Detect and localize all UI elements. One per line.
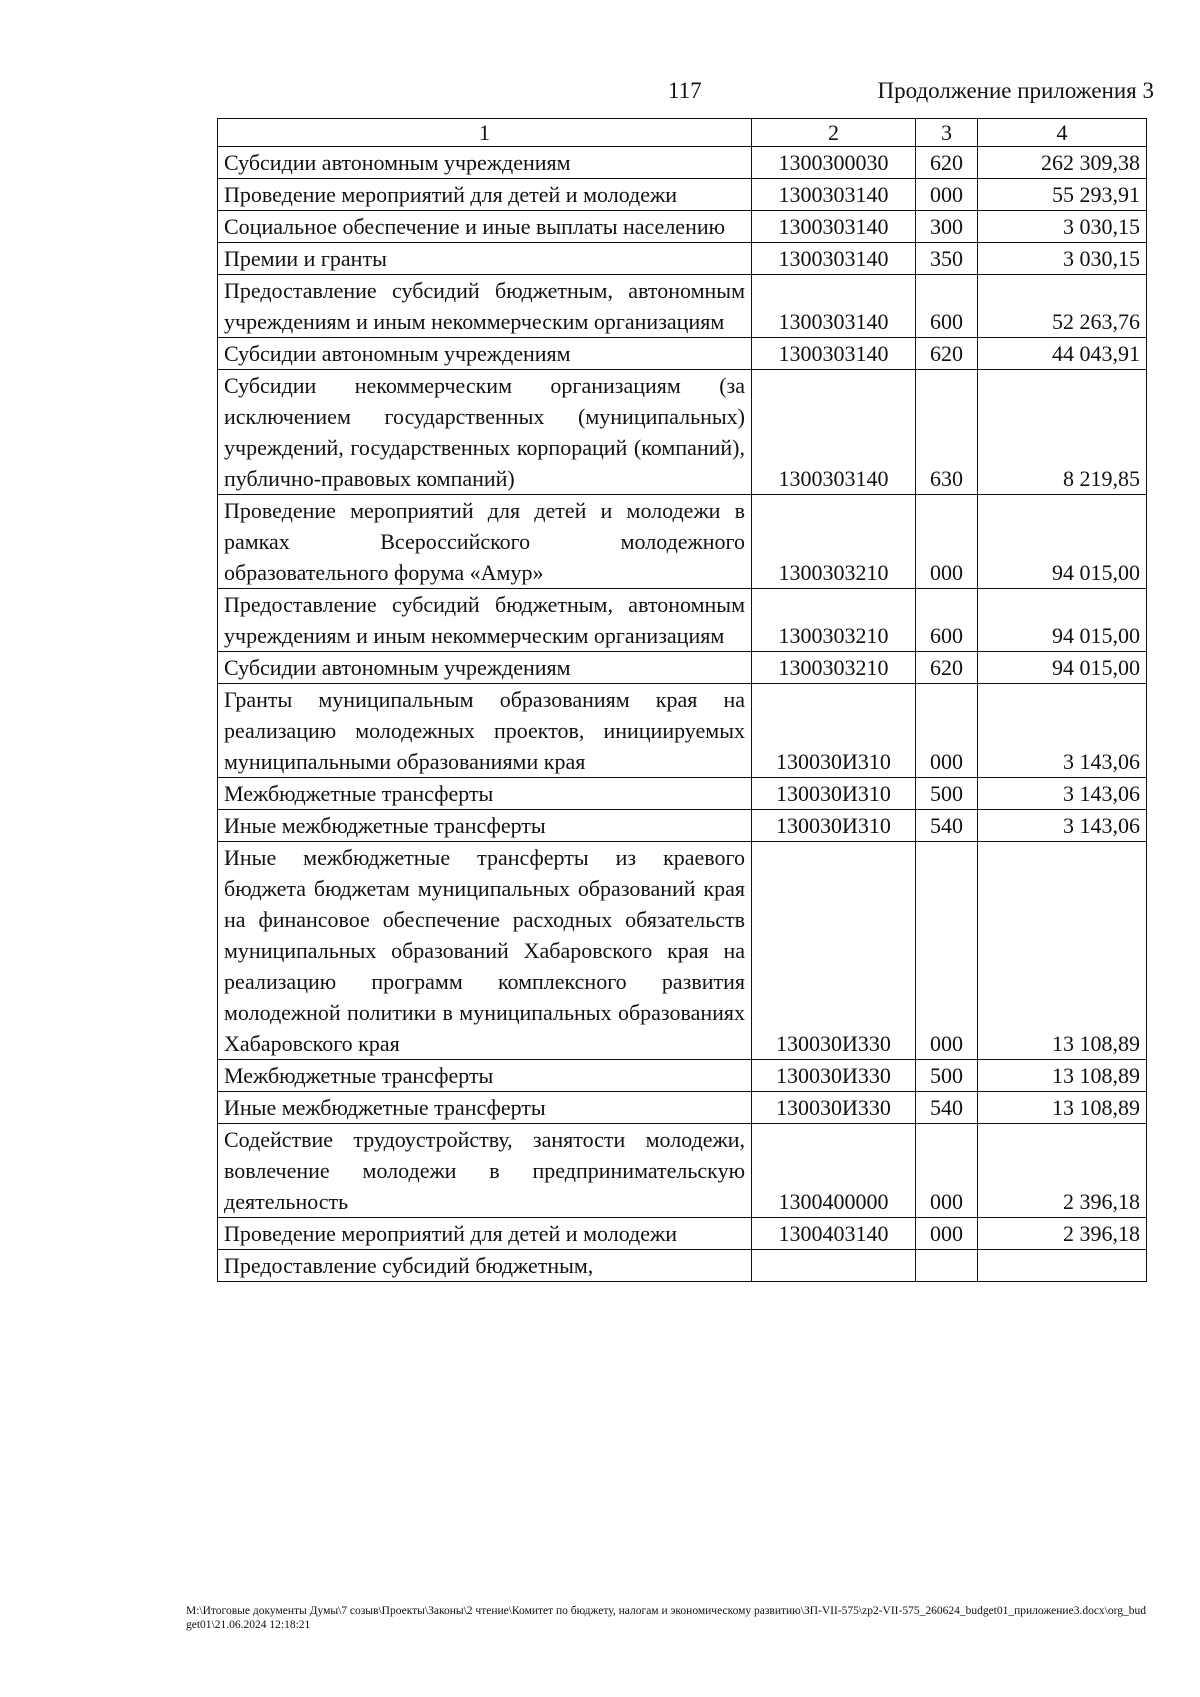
row-kind-cell: 620	[916, 652, 978, 684]
row-name-cell: Иные межбюджетные трансферты	[218, 1092, 752, 1124]
row-code-cell: 1300303210	[752, 495, 916, 589]
row-code-cell: 130030И330	[752, 842, 916, 1060]
row-kind-cell: 000	[916, 495, 978, 589]
row-kind-cell: 540	[916, 810, 978, 842]
table-row	[218, 684, 1147, 778]
row-amount-cell: 52 263,76	[978, 275, 1147, 338]
row-amount-cell: 3 143,06	[978, 684, 1147, 778]
row-code-cell: 1300303140	[752, 338, 916, 370]
file-path-footer: M:\Итоговые документы Думы\7 созыв\Проекты\Законы\2 чтение\Комитет по бюджету, налогам и экономическому развитию\ЗП-VII-575\zp2-VII-575_260624_budget01_приложение3.docx\org_budget01\21.06.2024 12:18:21	[186, 1605, 1146, 1631]
budget-table	[217, 118, 1147, 1282]
row-kind-cell: 000	[916, 684, 978, 778]
row-amount-cell	[978, 1250, 1147, 1282]
table-row	[218, 1250, 1147, 1282]
row-name-cell: Гранты муниципальным образованиям края на реализацию молодежных проектов, инициируемых муниципальными образованиями края	[218, 684, 752, 778]
row-name-cell: Субсидии автономным учреждениям	[218, 338, 752, 370]
row-amount-cell: 55 293,91	[978, 179, 1147, 211]
row-kind-cell: 000	[916, 1218, 978, 1250]
row-code-cell: 130030И310	[752, 778, 916, 810]
column-header-2: 2	[752, 119, 916, 147]
row-name-cell: Субсидии автономным учреждениям	[218, 652, 752, 684]
row-kind-cell: 500	[916, 1060, 978, 1092]
row-code-cell: 1300303140	[752, 211, 916, 243]
row-amount-cell: 94 015,00	[978, 495, 1147, 589]
row-code-cell: 130030И310	[752, 810, 916, 842]
table-row	[218, 589, 1147, 652]
row-code-cell: 1300303140	[752, 243, 916, 275]
row-name-cell: Межбюджетные трансферты	[218, 778, 752, 810]
column-header-1: 1	[218, 119, 752, 147]
row-kind-cell: 600	[916, 589, 978, 652]
row-code-cell: 1300303140	[752, 370, 916, 495]
row-code-cell: 1300303210	[752, 589, 916, 652]
row-kind-cell: 540	[916, 1092, 978, 1124]
column-header-3: 3	[916, 119, 978, 147]
row-amount-cell: 94 015,00	[978, 652, 1147, 684]
row-name-cell: Межбюджетные трансферты	[218, 1060, 752, 1092]
row-kind-cell: 000	[916, 1124, 978, 1218]
row-name-cell: Проведение мероприятий для детей и молодежи в рамках Всероссийского молодежного образовательного форума «Амур»	[218, 495, 752, 589]
table-header-row	[218, 119, 1147, 147]
table-row	[218, 1060, 1147, 1092]
row-amount-cell: 2 396,18	[978, 1124, 1147, 1218]
row-amount-cell: 13 108,89	[978, 842, 1147, 1060]
row-code-cell: 130030И330	[752, 1092, 916, 1124]
row-kind-cell: 500	[916, 778, 978, 810]
row-name-cell: Предоставление субсидий бюджетным,	[218, 1250, 752, 1282]
row-name-cell: Социальное обеспечение и иные выплаты населению	[218, 211, 752, 243]
table-row	[218, 842, 1147, 1060]
table-row	[218, 179, 1147, 211]
row-name-cell: Проведение мероприятий для детей и молодежи	[218, 179, 752, 211]
row-amount-cell: 3 030,15	[978, 211, 1147, 243]
row-amount-cell: 13 108,89	[978, 1092, 1147, 1124]
row-amount-cell: 13 108,89	[978, 1060, 1147, 1092]
table-row	[218, 1092, 1147, 1124]
table-body	[218, 147, 1147, 1282]
row-amount-cell: 262 309,38	[978, 147, 1147, 179]
row-amount-cell: 3 030,15	[978, 243, 1147, 275]
row-amount-cell: 94 015,00	[978, 589, 1147, 652]
table-row	[218, 243, 1147, 275]
row-name-cell: Субсидии автономным учреждениям	[218, 147, 752, 179]
continuation-heading: Продолжение приложения 3	[877, 78, 1154, 103]
table-row	[218, 810, 1147, 842]
row-code-cell	[752, 1250, 916, 1282]
table-row	[218, 495, 1147, 589]
row-name-cell: Предоставление субсидий бюджетным, автономным учреждениям и иным некоммерческим организациям	[218, 275, 752, 338]
table-row	[218, 338, 1147, 370]
row-name-cell: Проведение мероприятий для детей и молодежи	[218, 1218, 752, 1250]
row-kind-cell: 630	[916, 370, 978, 495]
row-amount-cell: 2 396,18	[978, 1218, 1147, 1250]
table-row	[218, 778, 1147, 810]
table-row	[218, 1218, 1147, 1250]
table-row	[218, 652, 1147, 684]
row-code-cell: 1300400000	[752, 1124, 916, 1218]
row-kind-cell: 620	[916, 147, 978, 179]
row-kind-cell: 600	[916, 275, 978, 338]
row-kind-cell: 620	[916, 338, 978, 370]
row-amount-cell: 44 043,91	[978, 338, 1147, 370]
row-amount-cell: 3 143,06	[978, 810, 1147, 842]
row-name-cell: Иные межбюджетные трансферты	[218, 810, 752, 842]
row-name-cell: Содействие трудоустройству, занятости молодежи, вовлечение молодежи в предпринимательскую деятельность	[218, 1124, 752, 1218]
row-amount-cell: 3 143,06	[978, 778, 1147, 810]
row-name-cell: Премии и гранты	[218, 243, 752, 275]
row-kind-cell: 350	[916, 243, 978, 275]
row-code-cell: 1300303140	[752, 179, 916, 211]
row-kind-cell: 000	[916, 179, 978, 211]
row-amount-cell: 8 219,85	[978, 370, 1147, 495]
row-code-cell: 1300303140	[752, 275, 916, 338]
row-code-cell: 1300403140	[752, 1218, 916, 1250]
row-code-cell: 130030И310	[752, 684, 916, 778]
table-row	[218, 211, 1147, 243]
column-header-4: 4	[978, 119, 1147, 147]
table-row	[218, 1124, 1147, 1218]
row-kind-cell: 000	[916, 842, 978, 1060]
table-row	[218, 370, 1147, 495]
row-code-cell: 130030И330	[752, 1060, 916, 1092]
row-kind-cell	[916, 1250, 978, 1282]
table-row	[218, 275, 1147, 338]
row-name-cell: Субсидии некоммерческим организациям (за исключением государственных (муниципальных) учреждений, государственных корпораций (компаний), публично-правовых компаний)	[218, 370, 752, 495]
row-name-cell: Иные межбюджетные трансферты из краевого бюджета бюджетам муниципальных образований края на финансовое обеспечение расходных обязательств муниципальных образований Хабаровского края на реализацию программ комплексного развития молодежной политики в муниципальных образованиях Хабаровского края	[218, 842, 752, 1060]
row-name-cell: Предоставление субсидий бюджетным, автономным учреждениям и иным некоммерческим организациям	[218, 589, 752, 652]
row-code-cell: 1300300030	[752, 147, 916, 179]
page-number: 117	[668, 78, 702, 103]
table-row	[218, 147, 1147, 179]
row-kind-cell: 300	[916, 211, 978, 243]
row-code-cell: 1300303210	[752, 652, 916, 684]
